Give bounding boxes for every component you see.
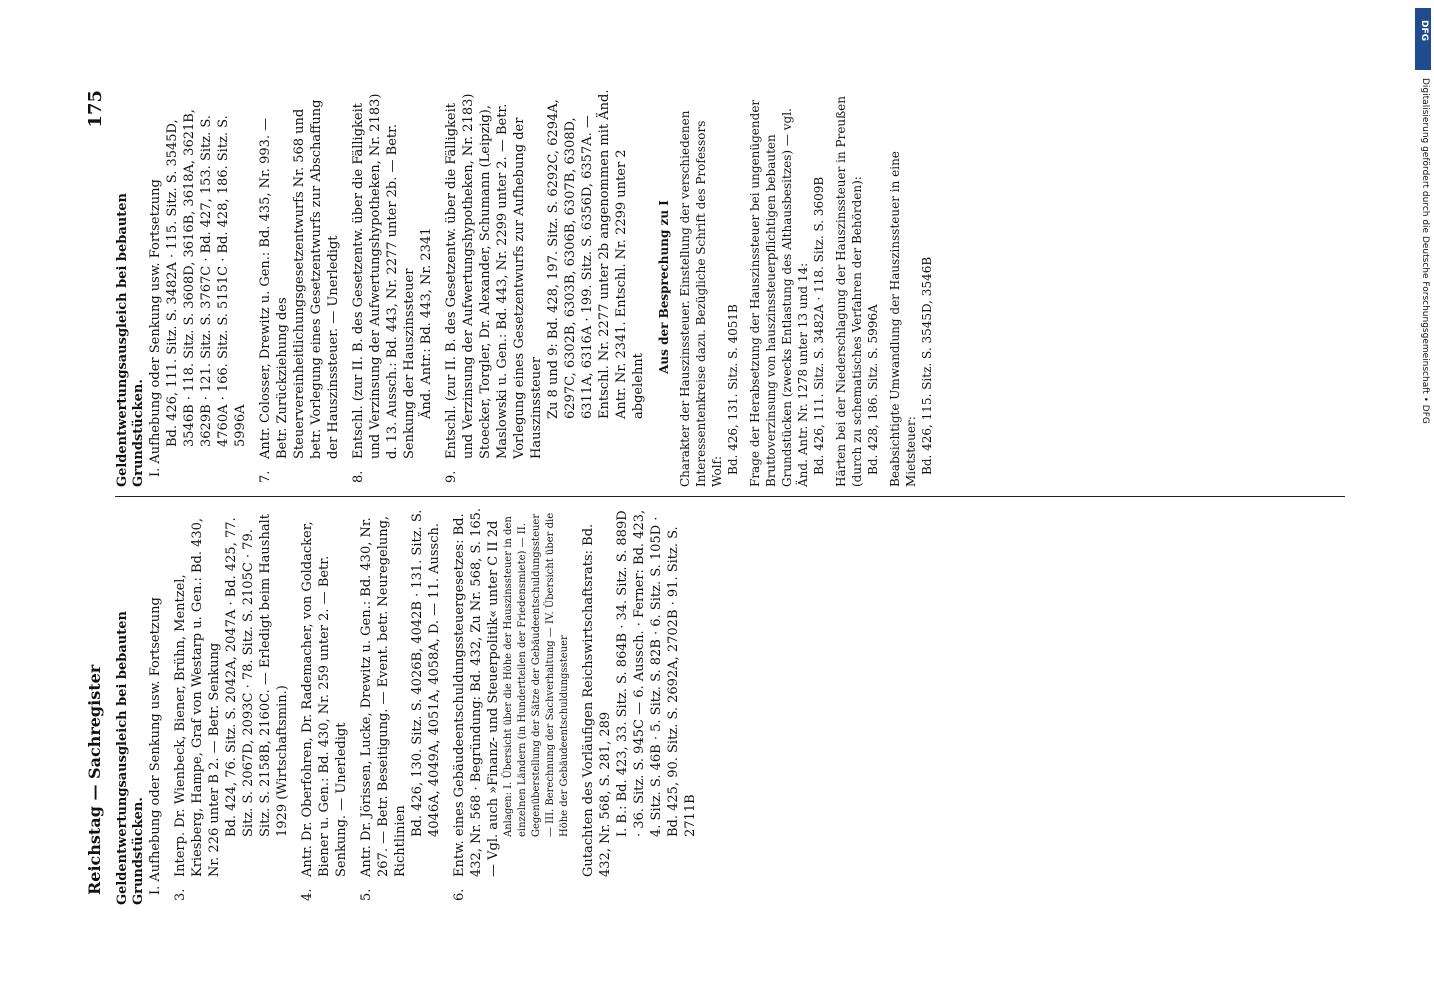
section-title: Geldentwertungsausgleich bei bebauten Grundstücken. (115, 611, 146, 905)
entry-text: Antr. Colosser, Drewitz u. Gen.: Bd. 435, Nr. 993. — Betr. Zurückziehung des Steuervereinheitlichungsgesetzentwurfs Nr. 568 und betr. Vorlegung eines Gesetzentwurfs zur Abschaffung der Hauszinssteuer. — Unerledigt (258, 99, 341, 459)
register-entry (172, 503, 291, 905)
paragraph-text: Charakter der Hauszinssteuer. Einstellung der verschiedenen Interessentenkreise dazu. Bezügliche Schrift des Professors Wolf: (678, 110, 724, 487)
paragraph-text: Härten bei der Niederschlagung der Hauszinssteuer in Preußen (durch zu schematisches Verfahren der Behörden): (834, 95, 864, 487)
register-entry (350, 87, 435, 487)
discussion-paragraph (833, 87, 881, 487)
dfg-logo-text: DFG (1419, 20, 1429, 42)
entry-appendices: Anlagen: I. Übersicht über die Höhe der Hauszinssteuer in den einzelnen Ländern (in Hundertteilen der Friedensmiete) — II. Gegenüberstellung der Sätze der Gebäudeentschuldungssteuer — III. Berechnung der Sachverhaltung — IV. Übersicht über die Höhe der Gebäudeentschuldungssteuer (503, 512, 570, 837)
section-title: Geldentwertungsausgleich bei bebauten Grundstücken. (115, 193, 146, 487)
dfg-logo (1415, 8, 1431, 70)
paragraph-reference: Bd. 426, 111. Sitz. S. 3482A · 118. Sitz. S. 3609B (812, 176, 826, 475)
entry-references: Zu 8 und 9: Bd. 428, 197. Sitz. S. 6292C, 6294A, 6297C, 6302B, 6303B, 6306B, 6307B, 6308D, 6311A, 6316A · 199. Sitz. S. 6356D, 6357A. — Entschl. Nr. 2277 unter 2b angenommen mit Änd. Antr. Nr. 2341. Entschl. Nr. 2299 unter 2 abgelehnt (546, 89, 646, 419)
left-column (115, 503, 699, 905)
discussion-paragraph (747, 87, 827, 487)
paragraph-text: Beabsichtigte Umwandlung der Hauszinssteuer in eine Mietsteuer: (888, 151, 918, 487)
rotated-register-page (85, 90, 1345, 905)
entry-number: 4. (300, 888, 315, 901)
register-entry (580, 503, 699, 905)
entry-number: 5. (359, 888, 374, 901)
entry-number: 7. (258, 470, 273, 483)
entry-number: 3. (173, 888, 188, 901)
subsection-title: I. Aufhebung oder Senkung usw. Fortsetzung (148, 597, 163, 895)
right-column (115, 87, 935, 487)
credit-text: Digitalisierung gefördert durch die Deutsche Forschungsgemeinschaft • DFG (1420, 78, 1430, 424)
entry-references: Bd. 424, 76. Sitz. S. 2042A, 2047A · Bd. 425, 77. Sitz. S. 2067D, 2093C · 78. Sitz. S. 2105C · 79. Sitz. S. 2158B, 2160C. — Erledigt beim Haushalt 1929 (Wirtschaftsmin.) (224, 514, 290, 837)
entry-number: 8. (351, 470, 366, 483)
paragraph-reference: Bd. 426, 131. Sitz. S. 4051B (726, 304, 740, 475)
entry-text: Antr. Dr. Jörissen, Lucke, Drewitz u. Gen.: Bd. 430, Nr. 267. — Betr. Beseitigung. — Event. betr. Neuregelung, Richtlinien (359, 515, 408, 877)
entry-references: I. B.: Bd. 423, 33. Sitz. S. 864B · 34. Sitz. S. 889D · 36. Sitz. S. 945C — 6. Aussch. · Ferner: Bd. 423, 4. Sitz. S. 46B · 5. Sitz. S. 82B · 6. Sitz. S. 105D · Bd. 425, 90. Sitz. S. 2692A, 2702B · 91. Sitz. S. 2711B (615, 509, 698, 837)
discussion-caption: Aus der Besprechung zu I (657, 200, 671, 374)
register-entry (443, 87, 647, 487)
entry-text: Antr. Dr. Oberfohren, Dr. Rademacher, von Goldacker, Biener u. Gen.: Bd. 430, Nr. 259 unter 2. — Betr. Senkung. — Unerledigt (300, 521, 349, 877)
subsection-title: I. Aufhebung oder Senkung usw. Fortsetzung (148, 179, 163, 477)
entry-text: Entw. eines Gebäudeentschuldungssteuergesetzes: Bd. 432, Nr. 568 · Begründung: Bd. 432, Zu Nr. 568, S. 165. — Vgl. auch »Finanz- und Steuerpolitik« unter C II 2d (452, 507, 501, 877)
register-entry (358, 503, 443, 905)
paragraph-text: Frage der Herabsetzung der Hauszinssteuer bei ungenügender Bruttoverzinsung von hauszinssteuerpflichtigen bebauten Grundstücken (zwecks Entlastung des Althausbesitzes) — vgl. Änd. Antr. Nr. 1278 unter 13 und 14: (748, 99, 810, 487)
entry-text: Entschl. (zur II. B. des Gesetzentw. über die Fälligkeit und Verzinsung der Aufwertungshypotheken, Nr. 2183) Stoecker, Torgler, Dr. Alexander, Schumann (Leipzig), Maslowski u. Gen.: Bd. 443, Nr. 2299 unter 2. — Betr. Vorlegung eines Gesetzentwurfs zur Aufhebung der Hauszinssteuer (444, 93, 544, 459)
discussion-paragraph (677, 87, 741, 487)
paragraph-reference: Bd. 428, 186. Sitz. S. 5996A (866, 304, 880, 475)
entry-text: Entschl. (zur II. B. des Gesetzentw. über die Fälligkeit und Verzinsung der Aufwertungshypotheken, Nr. 2183) d. 13. Aussch.: Bd. 443, Nr. 2277 unter 2b. — Betr. Senkung der Hauszinssteuer (351, 93, 417, 459)
entry-text: Interp. Dr. Wienbeck, Biener, Brühn, Mentzel, Kriesberg, Hampe, Graf von Westarp u. Gen.: Bd. 430, Nr. 226 unter B 2. — Betr. Senkung (173, 517, 222, 877)
register-entry (257, 87, 342, 487)
discussion-paragraph (887, 87, 935, 487)
digitization-credit (1413, 8, 1434, 998)
entry-references: Änd. Antr.: Bd. 443, Nr. 2341 (419, 227, 434, 419)
running-header: Reichstag — Sachregister (85, 664, 104, 895)
register-entry (451, 503, 572, 905)
entry-text: Gutachten des Vorläufigen Reichswirtschaftsrats: Bd. 432, Nr. 568, S. 281, 289 (581, 523, 613, 877)
entry-references: Bd. 426, 130. Sitz. S. 4026B, 4042B · 131. Sitz. S. 4046A, 4049A, 4051A, 4058A, D. — 11. Aussch. (410, 509, 442, 837)
paragraph-reference: Bd. 426, 115. Sitz. S. 3545D, 3546B (920, 256, 934, 475)
column-divider (115, 496, 1345, 497)
entry-number: 9. (444, 470, 459, 483)
register-entry (299, 503, 350, 905)
continued-references: Bd. 426, 111. Sitz. S. 3482A · 115. Sitz. S. 3545D, 3546B · 118. Sitz. S. 3608D, 3616B, 3618A, 3621B, 3629B · 121. Sitz. S. 3767C · Bd. 427, 153. Sitz. S. 4760A · 166. Sitz. S. 5151C · Bd. 428, 186. Sitz. S. 5996A (165, 109, 248, 447)
entry-number: 6. (452, 888, 467, 901)
page-number: 175 (85, 90, 106, 128)
